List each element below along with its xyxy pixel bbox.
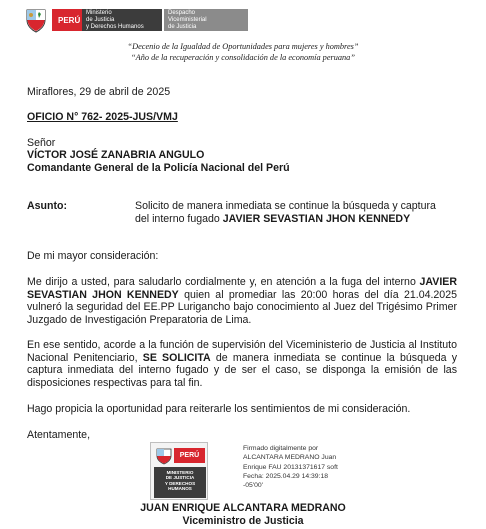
stamp-peru-label: PERÚ (174, 448, 205, 463)
signature-line: Fecha: 2025.04.29 14:39:18 (243, 472, 329, 480)
signer-name: JUAN ENRIQUE ALCANTARA MEDRANO (140, 502, 346, 514)
recipient-name: VÍCTOR JOSÉ ZANABRIA ANGULO (27, 149, 205, 161)
decenio-motto: “Decenio de la Igualdad de Oportunidades para mujeres y hombres” (127, 42, 359, 51)
p2-text-a: En ese sentido, acorde a la función de supervisión del Viceministerio de Justicia al Instituto Nacional Penitenciario, (27, 339, 457, 364)
year-motto: “Año de la recuperación y consolidación de la economía peruana” (131, 53, 355, 62)
p1-text-a: Me dirijo a usted, para saludarlo cordialmente y, en atención a la fuga del interno (27, 276, 420, 288)
signature-line: -05'00' (243, 482, 263, 490)
vice-line: de Justicia (168, 23, 197, 30)
signature-line: Enrique FAU 20131371617 soft (243, 463, 338, 471)
asunto-text (135, 200, 457, 225)
stamp-line: MINISTERIO (166, 470, 194, 475)
ministry-line: de Justicia (86, 16, 115, 23)
ministry-name (82, 9, 162, 31)
paragraph-2 (27, 339, 457, 389)
p1-inmate-name: JAVIER SEVASTIAN JHON KENNEDY (27, 276, 457, 301)
stamp-coat-of-arms-icon (155, 447, 173, 465)
signer-role: Viceministro de Justicia (182, 515, 304, 527)
greeting: De mi mayor consideración: (27, 250, 159, 262)
place-date: Miraflores, 29 de abril de 2025 (27, 86, 171, 98)
p2-se-solicita: SE SOLICITA (142, 351, 211, 364)
stamp-line: HUMANOS (168, 486, 192, 492)
p2-text-b: de manera inmediata se continue la búsqueda y captura inmediata del interno fugado y de ser el caso, se disponga la emisión de las disposiciones respectivas para tal fin. (27, 351, 457, 389)
ministry-header (22, 6, 248, 34)
signature-stamp (150, 442, 208, 500)
paragraph-3: Hago propicia la oportunidad para reiterarle los sentimientos de mi consideración. (27, 403, 411, 415)
ministry-line: Ministerio (86, 9, 112, 16)
asunto-line-2 (135, 213, 457, 226)
peru-coat-of-arms-icon (22, 6, 50, 34)
asunto-line-1: Solicito de manera inmediata se continue la búsqueda y captura (135, 200, 436, 212)
stamp-ministry-label (154, 467, 206, 498)
oficio-number: OFICIO N° 762- 2025-JUS/VMJ (27, 111, 178, 123)
asunto-inmate-name: JAVIER SEVASTIAN JHON KENNEDY (222, 212, 411, 225)
closing: Atentamente, (27, 429, 91, 441)
vice-line: Viceministerial (168, 16, 207, 23)
signature-line: ALCANTARA MEDRANO Juan (243, 454, 337, 462)
recipient-title: Comandante General de la Policía Nacional del Perú (27, 162, 290, 174)
signature-line: Firmado digitalmente por (243, 445, 319, 452)
vice-line: Despacho (168, 9, 196, 16)
asunto-label: Asunto: (27, 200, 68, 212)
asunto-line-2-text: del interno fugado (135, 212, 223, 225)
stamp-line: Y DERECHOS (164, 480, 196, 486)
vice-ministry-name (164, 9, 248, 31)
paragraph-1 (27, 276, 457, 326)
digital-signature-info (243, 444, 338, 490)
peru-label: PERÚ (52, 9, 82, 31)
stamp-line: DE JUSTICIA (165, 475, 195, 481)
salutation: Señor (27, 137, 56, 149)
p1-text-b: quien al promediar las 20:00 horas del día 21.04.2025 vulneró la seguridad del EE.PP Lurigancho bajo conocimiento al Juez del Trigésimo Primer Juzgado de Investigación Preparatoria de Lima. (27, 288, 457, 326)
ministry-line: y Derechos Humanos (86, 23, 144, 30)
